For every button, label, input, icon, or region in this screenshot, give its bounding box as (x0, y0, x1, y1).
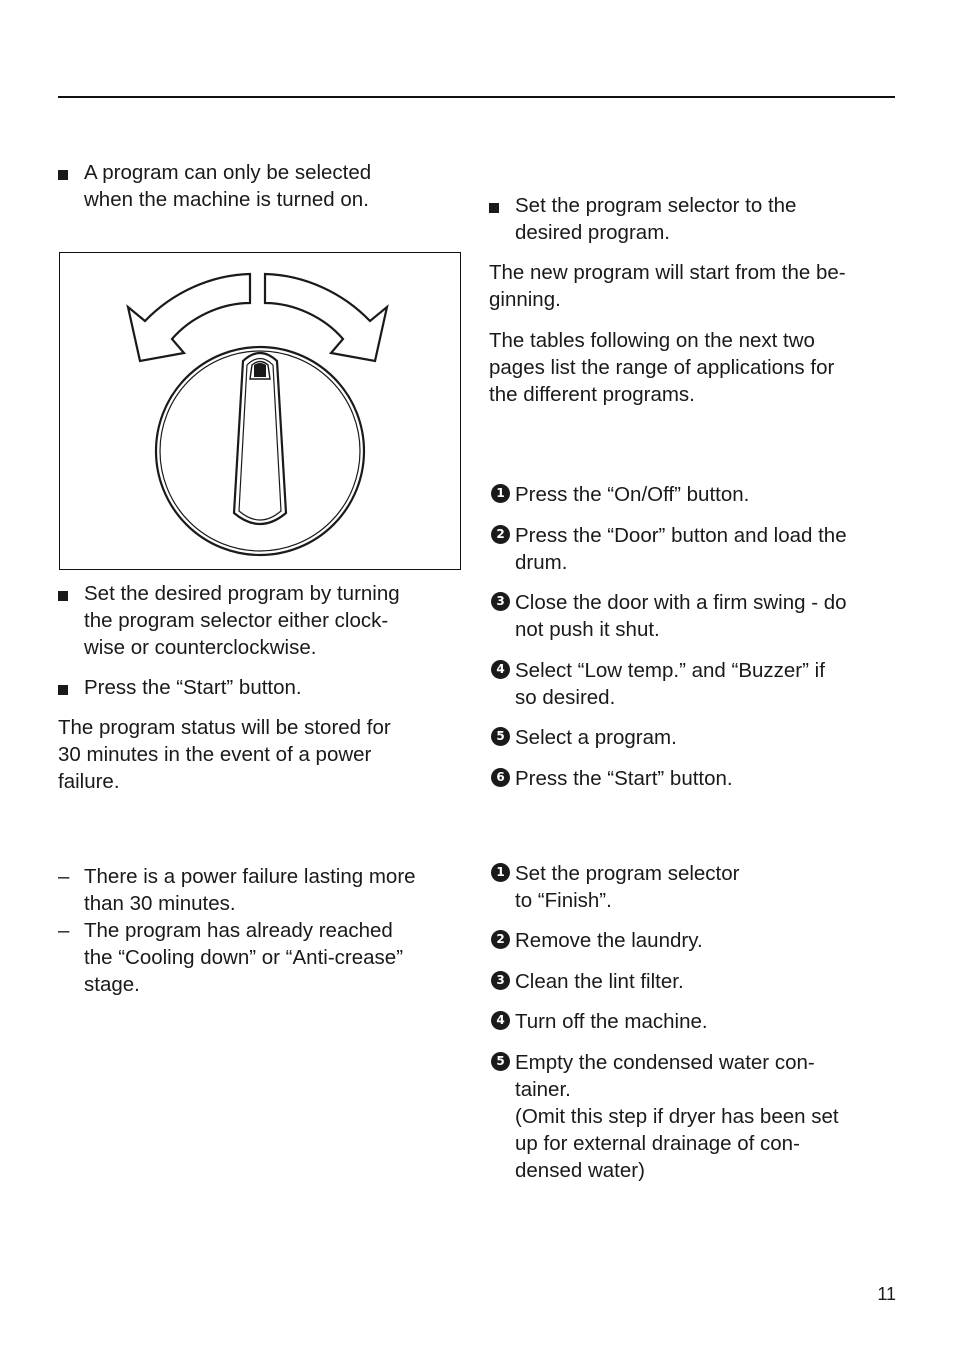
instruction-set-selector: Set the program selector to the desired program. (515, 194, 797, 244)
step-number-icon: 5 (491, 1052, 510, 1071)
step-number-icon: 1 (491, 863, 510, 882)
step-number-icon: 6 (491, 768, 510, 787)
step-remove-laundry: Remove the laundry. (515, 929, 703, 952)
bullet-square-icon (489, 203, 499, 213)
step-on-off: Press the “On/Off” button. (515, 483, 750, 506)
step-turn-off: Turn off the machine. (515, 1010, 708, 1033)
instruction-turn-selector: Set the desired program by turning the program selector either clock- wise or counterclockwise. (84, 582, 400, 659)
bullet-square-icon (58, 591, 68, 601)
step-close-door: Close the door with a firm swing - do not push it shut. (515, 591, 847, 641)
bullet-square-icon (58, 170, 68, 180)
program-selector-dial-illustration (60, 253, 460, 569)
dash-marker: – (58, 919, 70, 942)
new-program-paragraph: The new program will start from the be- ginning. (489, 261, 846, 311)
step-low-temp-buzzer: Select “Low temp.” and “Buzzer” if so desired. (515, 659, 825, 709)
step-select-program: Select a program. (515, 726, 677, 749)
step-number-icon: 2 (491, 525, 510, 544)
step-number-icon: 5 (491, 727, 510, 746)
program-status-paragraph: The program status will be stored for 30 minutes in the event of a power failure. (58, 716, 391, 793)
step-number-icon: 4 (491, 660, 510, 679)
header-rule (58, 96, 895, 98)
step-door-load: Press the “Door” button and load the drum. (515, 524, 847, 574)
step-number-icon: 3 (491, 592, 510, 611)
step-empty-container: Empty the condensed water con- tainer. (Omit this step if dryer has been set up for external drainage of con- densed water) (515, 1051, 839, 1182)
note-machine-on: A program can only be selected when the machine is turned on. (84, 161, 372, 211)
program-selector-figure (59, 252, 461, 570)
tables-paragraph: The tables following on the next two pages list the range of applications for the different programs. (489, 329, 835, 406)
condition-cooling-down: The program has already reached the “Cooling down” or “Anti-crease” stage. (84, 919, 404, 996)
step-number-icon: 3 (491, 971, 510, 990)
dash-marker: – (58, 865, 70, 888)
step-number-icon: 4 (491, 1011, 510, 1030)
step-number-icon: 2 (491, 930, 510, 949)
page-number: 11 (877, 1284, 896, 1304)
step-press-start: Press the “Start” button. (515, 767, 733, 790)
step-set-finish: Set the program selector to “Finish”. (515, 862, 740, 912)
condition-power-failure: There is a power failure lasting more than 30 minutes. (84, 865, 416, 915)
step-clean-lint-filter: Clean the lint filter. (515, 970, 684, 993)
instruction-press-start: Press the “Start” button. (84, 676, 302, 699)
counterclockwise-arrow-icon (128, 274, 250, 361)
bullet-square-icon (58, 685, 68, 695)
step-number-icon: 1 (491, 484, 510, 503)
clockwise-arrow-icon (265, 274, 387, 361)
